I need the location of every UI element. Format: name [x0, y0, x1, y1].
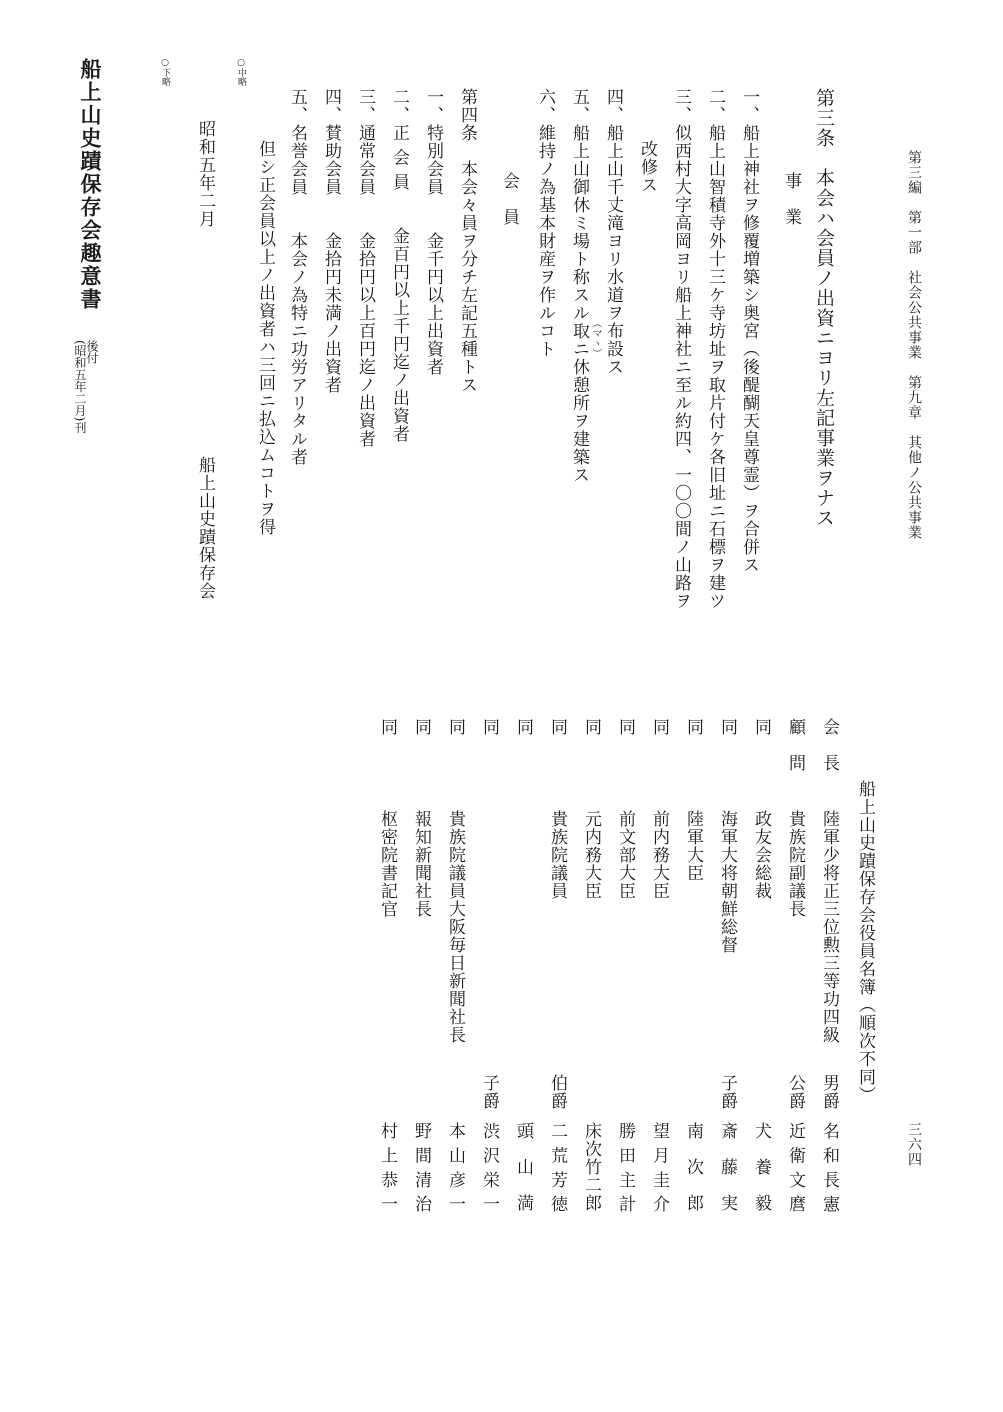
roster-title-text: 陸軍大臣 [683, 810, 703, 882]
member-type-3: 三、通常会員 金拾円以上百円迄ノ出資者 [355, 88, 375, 448]
document-title: 船上山史蹟保存会趣意書 [78, 58, 103, 311]
roster-name: 斎 藤 実 [717, 1122, 737, 1212]
roster-name: 名 和 長 憲 [819, 1122, 839, 1214]
roster-title-text: 貴族院議員 [547, 810, 567, 900]
date: 昭和五年二月 [195, 120, 215, 228]
roster-rank: 男爵 [819, 1074, 839, 1110]
member-type-2: 二、正 会 員 金百円以上千円迄ノ出資者 [389, 88, 409, 443]
roster-role: 会 長 [819, 718, 839, 772]
roster-title-text: 政友会総裁 [751, 810, 771, 900]
running-head: 第三編 第一部 社会公共事業 第九章 其他ノ公共事業 [906, 150, 922, 540]
roster-rank: 子爵 [717, 1074, 737, 1110]
article-4: 第四条 本会々員ヲ分チ左記五種トス [457, 88, 477, 394]
business-item-1: 一、船上神社ヲ修覆増築シ奥宮（後醍醐天皇尊霊）ヲ合併ス [739, 88, 759, 574]
roster-role: 同 [581, 718, 601, 736]
roster-title-text: 元内務大臣 [581, 810, 601, 900]
roster-title: 船上山史蹟保存会役員名簿（順次不同） [855, 780, 875, 1104]
roster-title-text: 枢密院書記官 [377, 810, 397, 918]
roster-role: 同 [377, 718, 397, 736]
roster-title-text: 海軍大将朝鮮総督 [717, 810, 737, 954]
publication-note [74, 340, 98, 433]
business-item-5-pre: 五、船上山御休ミ場ト称スル取 [569, 88, 589, 340]
roster-name: 二 荒 芳 徳 [547, 1122, 567, 1214]
roster-name: 本 山 彦 一 [445, 1122, 465, 1214]
roster-name: 頭 山 満 [513, 1122, 533, 1212]
roster-name: 床次竹二郎 [581, 1122, 601, 1212]
roster-name: 犬 養 毅 [751, 1122, 771, 1212]
roster-title-text: 陸軍少将正三位勲三等功四級 [819, 810, 839, 1044]
roster-rank: 伯爵 [547, 1074, 567, 1110]
roster-rank: 公爵 [785, 1074, 805, 1110]
roster-rank: 子爵 [479, 1074, 499, 1110]
page-number: 三六四 [906, 1122, 922, 1167]
organization: 船上山史蹟保存会 [195, 456, 215, 600]
roster-role: 同 [751, 718, 771, 736]
omission-mark-1: ○中略 [236, 58, 246, 86]
roster-name: 勝 田 主 計 [615, 1122, 635, 1214]
roster-role: 顧 問 [785, 718, 805, 772]
roster-name: 野 間 清 治 [411, 1122, 431, 1214]
business-item-6: 六、維持ノ為基本財産ヲ作ルコト [535, 88, 555, 358]
roster-role: 同 [547, 718, 567, 736]
roster-title-text: 貴族院副議長 [785, 810, 805, 918]
business-item-5-ruby: （マヽ） [590, 318, 601, 358]
roster-name: 南 次 郎 [683, 1122, 703, 1212]
business-item-5 [570, 88, 587, 484]
member-type-4: 四、賛助会員 金拾円未満ノ出資者 [321, 88, 341, 394]
roster-role: 同 [615, 718, 635, 736]
publication-note-line-1: 後付 [85, 340, 99, 364]
roster-role: 同 [411, 718, 431, 736]
roster-role: 同 [649, 718, 669, 736]
roster-title-text: 前文部大臣 [615, 810, 635, 900]
roster-title-text: 貴族院議員大阪毎日新聞社長 [445, 810, 465, 1044]
member-heading: 会 員 [499, 172, 519, 226]
member-type-1: 一、特別会員 金千円以上出資者 [423, 88, 443, 376]
roster-title-text: 前内務大臣 [649, 810, 669, 900]
omission-mark-2: ○下略 [160, 58, 170, 86]
roster-name: 望 月 圭 介 [649, 1122, 669, 1214]
roster-title-text: 報知新聞社長 [411, 810, 431, 918]
business-heading: 事 業 [781, 172, 801, 226]
roster-role: 同 [683, 718, 703, 736]
business-item-5-post: ニ休憩所ヲ建築ス [569, 340, 589, 484]
publication-note-line-2: (昭和五年二月)刊 [73, 340, 87, 434]
roster-role: 同 [717, 718, 737, 736]
member-type-5: 五、名誉会員 本会ノ為特ニ功労アリタル者 [287, 88, 307, 466]
roster-role: 同 [445, 718, 465, 736]
roster-name: 近 衛 文 麿 [785, 1122, 805, 1214]
roster-name: 渋 沢 栄 一 [479, 1122, 499, 1214]
business-item-2: 二、船上山智積寺外十三ケ寺坊址ヲ取片付ケ各旧址ニ石標ヲ建ツ [705, 88, 725, 610]
business-item-4: 四、船上山千丈滝ヨリ水道ヲ布設ス [603, 88, 623, 376]
article-3: 第三条 本会ハ会員ノ出資ニヨリ左記事業ヲナス [813, 88, 835, 528]
business-item-3: 三、似西村大字高岡ヨリ船上神社ニ至ル約四、一〇〇間ノ山路ヲ [671, 88, 691, 610]
proviso: 但シ正会員以上ノ出資者ハ三回ニ払込ムコトヲ得 [255, 140, 275, 536]
business-item-3-continued: 改修ス [637, 140, 657, 194]
roster-role: 同 [479, 718, 499, 736]
roster-role: 同 [513, 718, 533, 736]
roster-name: 村 上 恭 一 [377, 1122, 397, 1214]
